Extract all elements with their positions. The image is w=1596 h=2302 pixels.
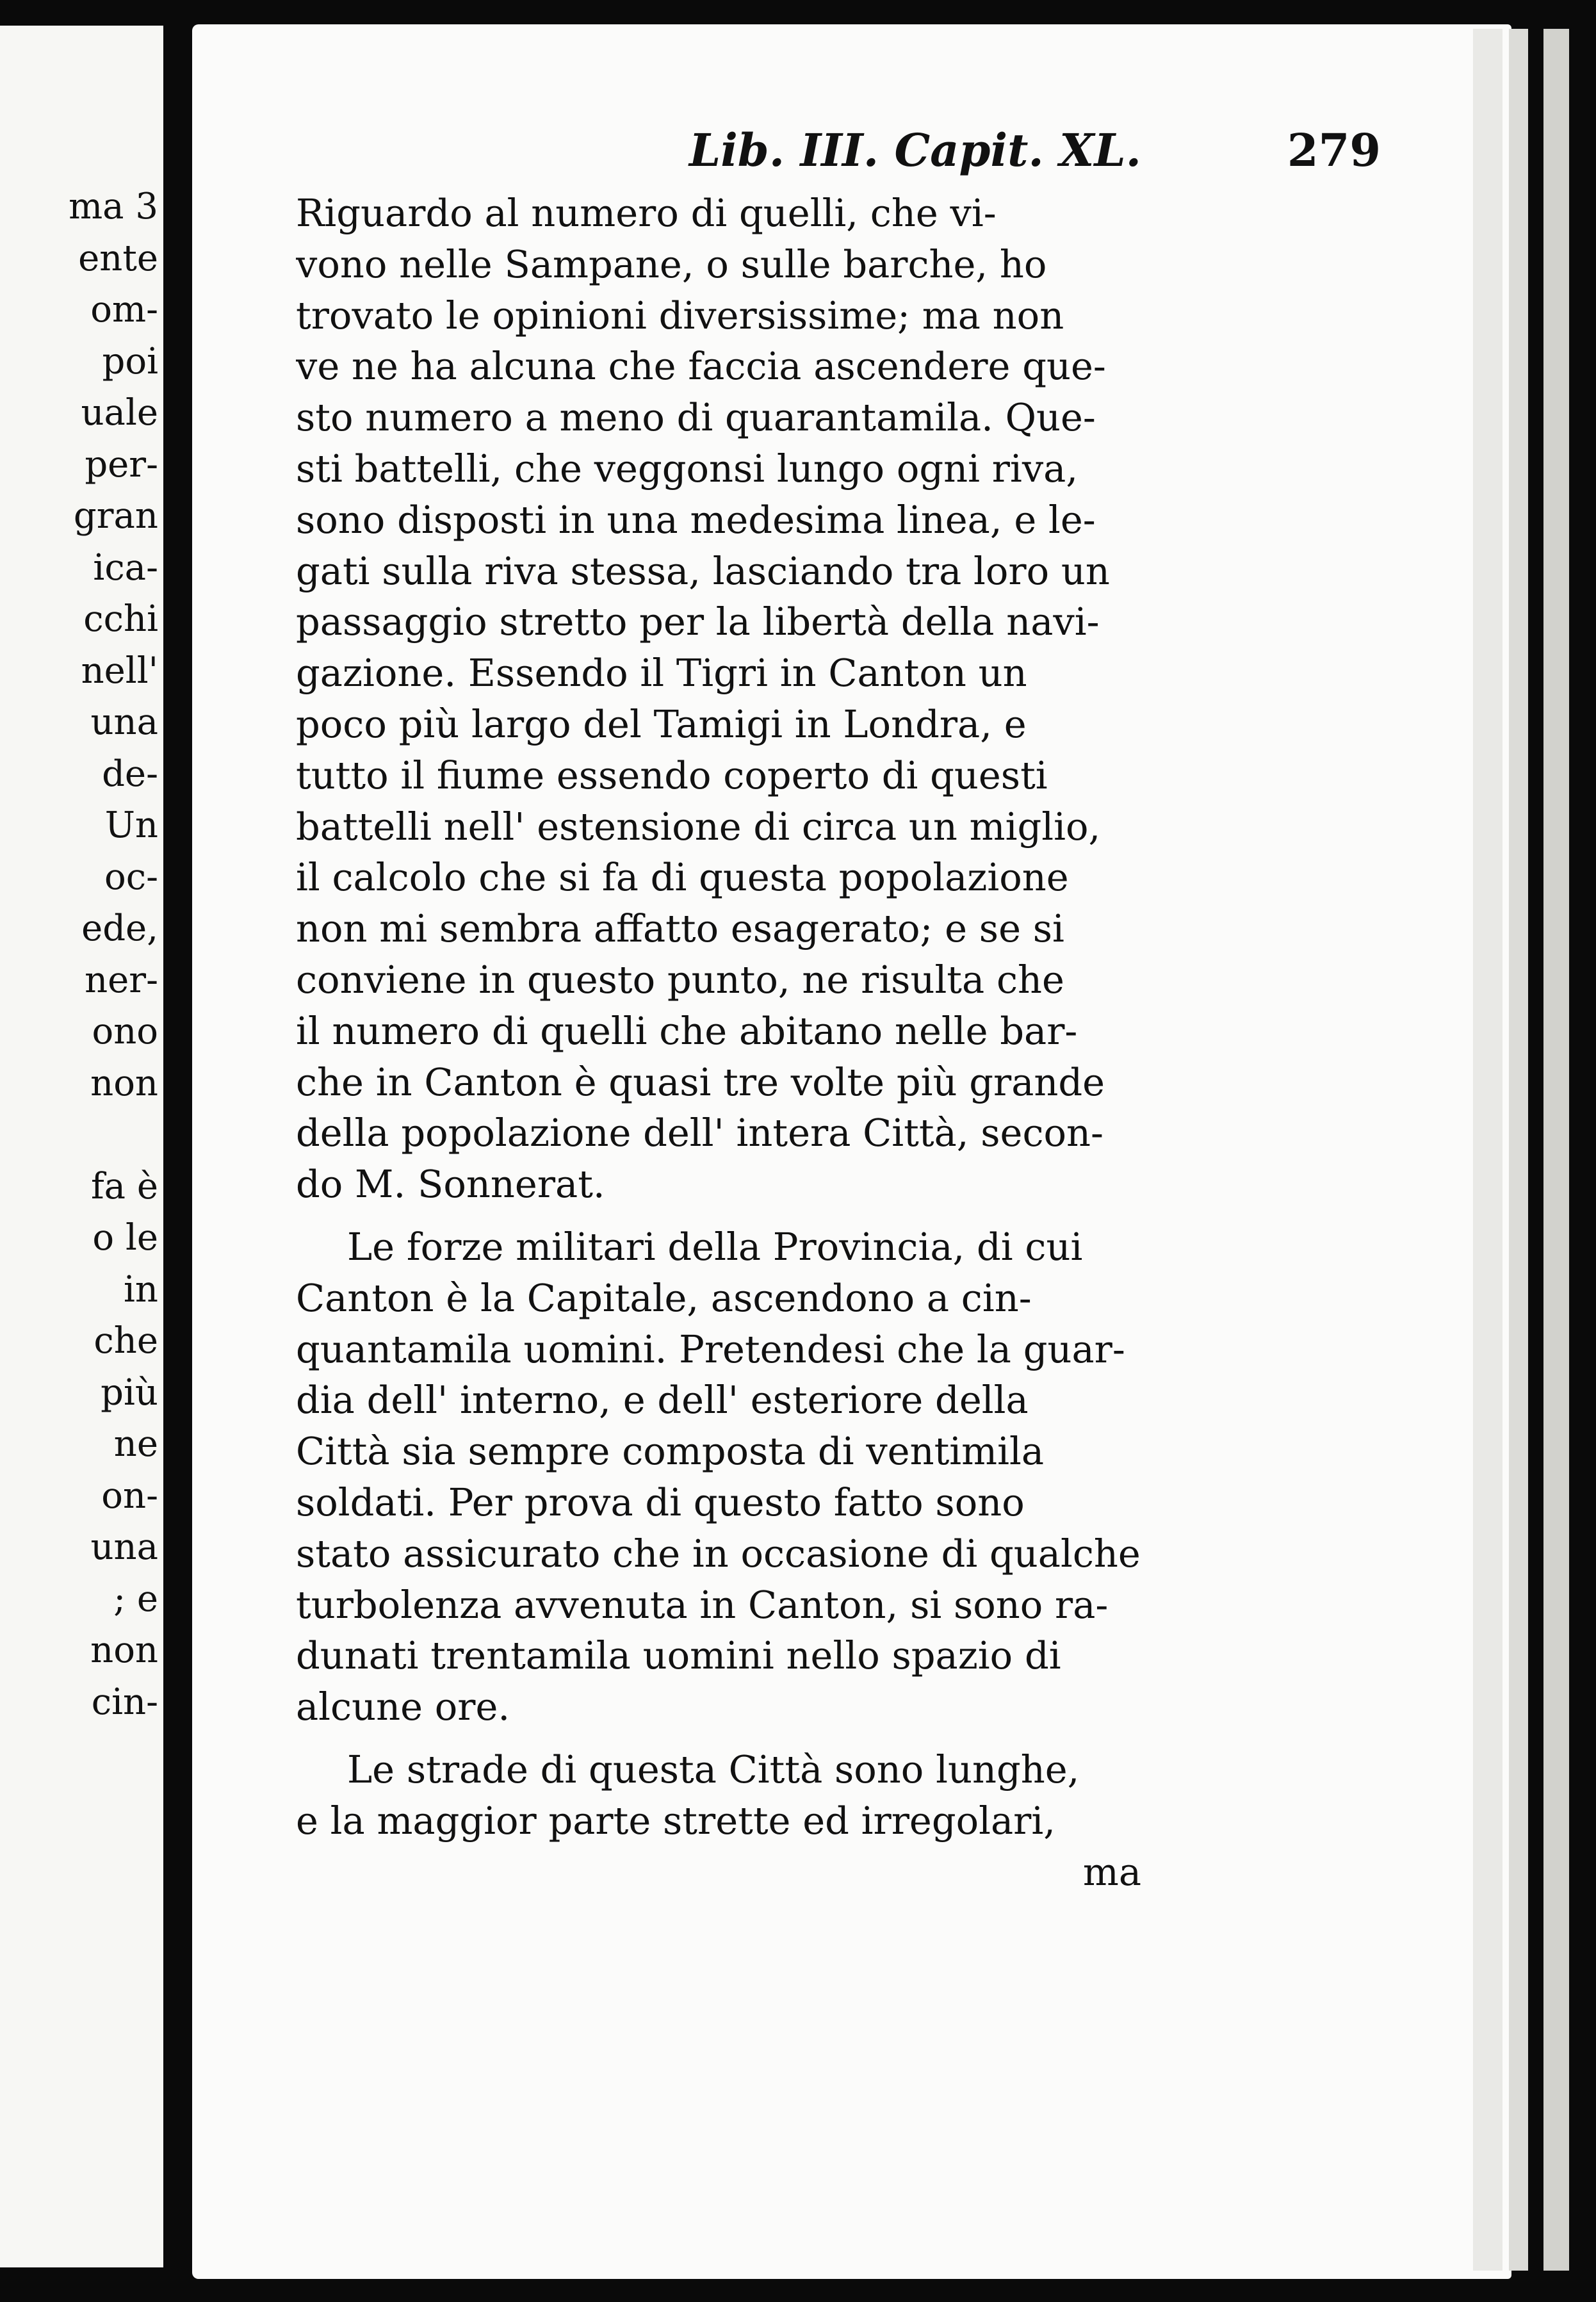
text-line: trovato le opinioni diversissime; ma non [296,293,1064,338]
text-line: do M. Sonnerat. [296,1162,605,1207]
text-line: vono nelle Sampane, o sulle barche, ho [296,241,1047,286]
body-text [296,188,1180,1897]
text-line: e la maggior parte strette ed irregolari, [296,1798,1055,1843]
text-line: battelli nell' estensione di circa un miglio, [296,804,1101,849]
text-line: poco più largo del Tamigi in Londra, e [296,701,1027,746]
facing-page-line: in [124,1268,158,1310]
text-line: sono disposti in una medesima linea, e le- [296,497,1096,542]
facing-page-line: ono [92,1011,158,1052]
facing-page-line: ica- [93,546,158,589]
facing-page-line: una [90,701,158,743]
text-line: non mi sembra affatto esagerato; e se si [296,906,1064,951]
facing-page-line: Un [104,804,158,846]
text-line: turbolenza avvenuta in Canton, si sono ra- [296,1582,1109,1627]
facing-page-line: non [90,1062,158,1104]
facing-page-line: per- [85,443,158,486]
facing-page-line: gran [73,495,158,537]
text-line: Riguardo al numero di quelli, che vi- [296,191,997,235]
page-header [497,124,1381,181]
facing-page-line: ma 3 [69,186,158,227]
facing-page-line: on- [101,1474,158,1517]
paragraph-gap [296,1210,1180,1221]
facing-page-line: ; e [113,1578,158,1620]
facing-page-line: ne [113,1423,158,1465]
facing-page-line: ner- [85,959,158,1001]
facing-page-line: non [90,1629,158,1671]
text-line: gati sulla riva stessa, lasciando tra loro un [296,548,1110,593]
text-line: quantamila uomini. Pretendesi che la guar- [296,1327,1125,1371]
catchword: ma [1082,1849,1141,1894]
facing-page-line: om- [90,289,158,331]
text-line: il numero di quelli che abitano nelle bar- [296,1008,1078,1053]
facing-page-line: cchi [83,598,158,640]
text-line: dia dell' interno, e dell' esteriore della [296,1378,1029,1423]
text-line: dunati trentamila uomini nello spazio di [296,1633,1061,1678]
page-edge [1473,29,1502,2271]
facing-page-line: che [94,1320,158,1362]
text-line: ve ne ha alcuna che faccia ascendere que- [296,344,1106,389]
text-line: gazione. Essendo il Tigri in Canton un [296,651,1027,696]
facing-page-line: più [101,1371,158,1414]
paragraph-gap [296,1733,1180,1744]
book-page [192,24,1511,2279]
facing-page-line: ede, [81,908,158,949]
facing-page-line: una [90,1526,158,1568]
facing-page-line: ente [78,237,158,279]
facing-page-line: o le [92,1217,158,1259]
text-line: passaggio stretto per la libertà della navi- [296,600,1100,644]
facing-page-line: nell' [81,649,158,692]
text-line: Città sia sempre composta di ventimila [296,1429,1045,1474]
text-line: conviene in questo punto, ne risulta che [296,957,1064,1002]
facing-page-line: uale [81,392,158,434]
text-line: sto numero a meno di quarantamila. Que- [296,395,1096,440]
page-edge [1543,29,1569,2271]
facing-page-line: de- [102,753,158,795]
text-line: stato assicurato che in occasione di qualche [296,1531,1141,1576]
text-line: alcune ore. [296,1685,510,1729]
text-line: Canton è la Capitale, ascendono a cin- [296,1275,1032,1320]
text-line: sti battelli, che veggonsi lungo ogni riva, [296,446,1079,491]
text-line: della popolazione dell' intera Città, secon- [296,1111,1103,1155]
text-line: Le forze militari della Provincia, di cui [347,1224,1083,1269]
text-line: il calcolo che si fa di questa popolazione [296,855,1069,900]
running-title: Lib. III. Capit. XL. [689,124,1142,177]
text-line: soldati. Per prova di questo fatto sono [296,1480,1025,1524]
facing-page-fragment [0,26,163,2267]
facing-page-line: poi [102,340,158,382]
text-line: tutto il fiume essendo coperto di questi [296,753,1048,797]
facing-page-line: fa è [90,1165,158,1207]
page-number: 279 [1287,124,1381,177]
facing-page-line: cin- [91,1681,158,1723]
text-line: che in Canton è quasi tre volte più grande [296,1059,1105,1104]
page-edge [1509,29,1528,2271]
text-line: Le strade di questa Città sono lunghe, [347,1747,1080,1792]
facing-page-line: oc- [104,856,158,898]
